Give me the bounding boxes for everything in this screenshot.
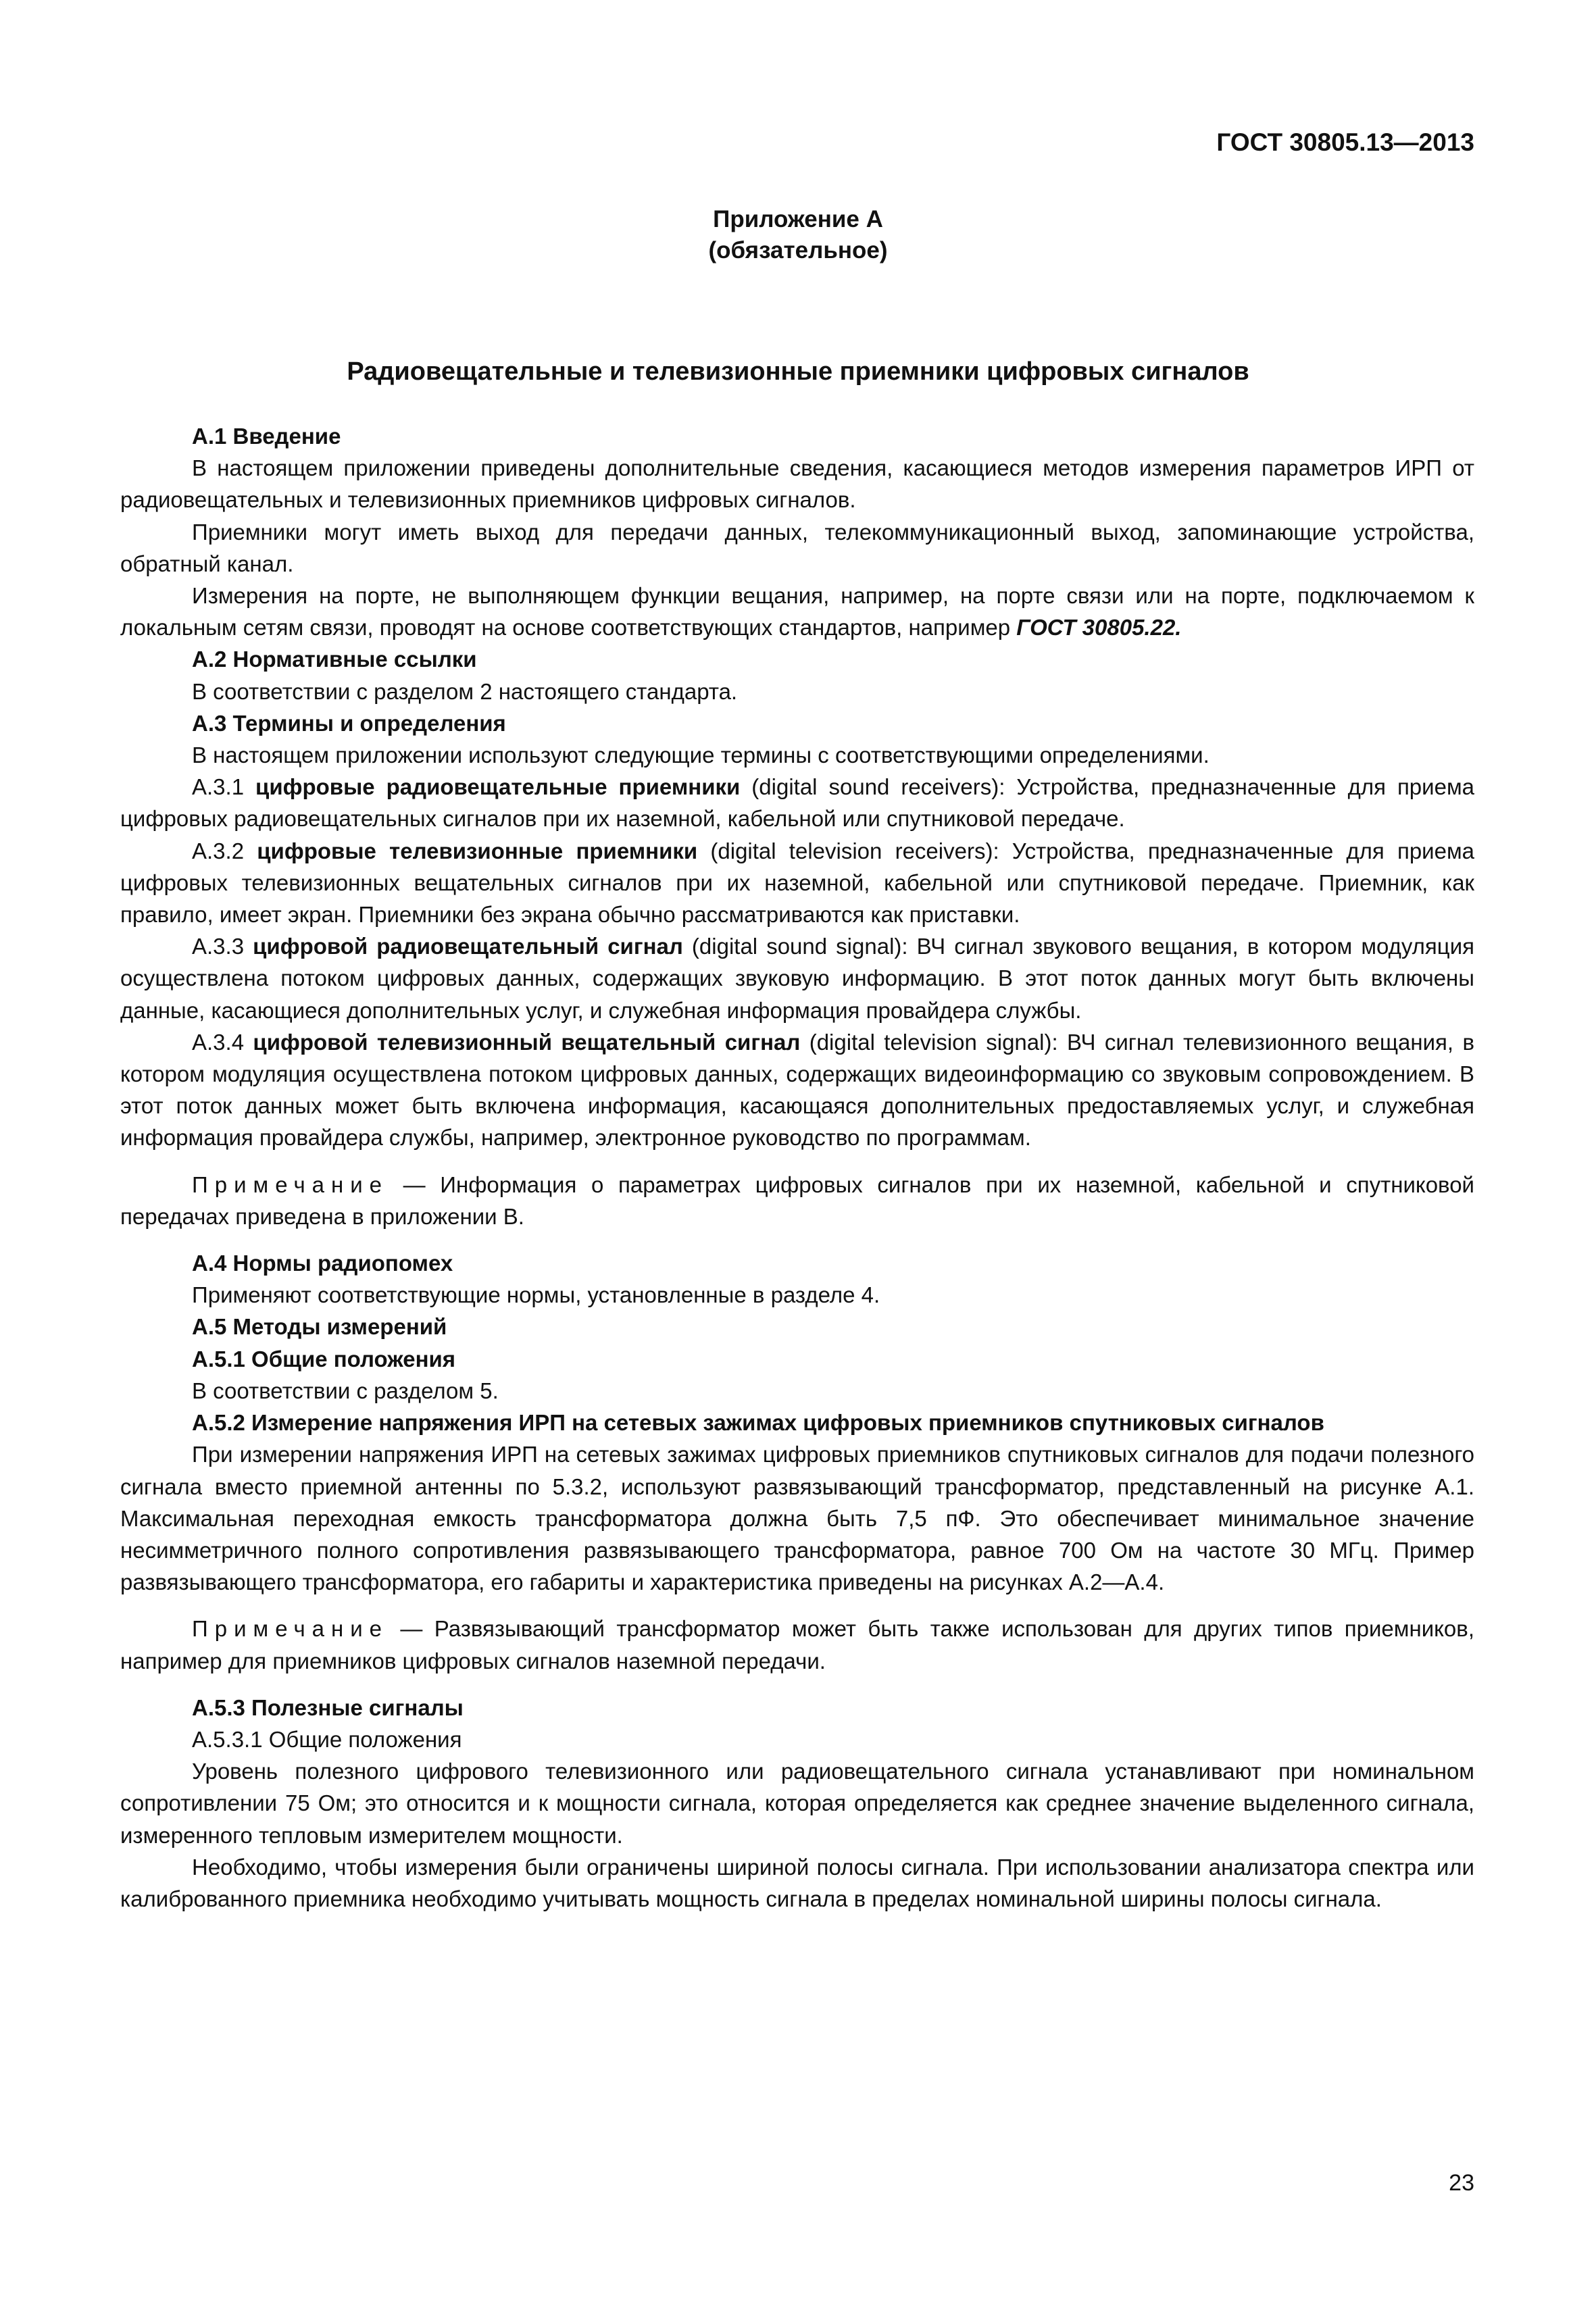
definition-text: (digital television receivers): Устройства, предназначенные для приема цифровых телевизионных вещательных сигналов при их наземной, кабельной или спутниковой передаче. Приемник, как правило, имеет экран. Приемники без экрана обычно рассматриваются как приставки.	[120, 838, 1475, 928]
paragraph: В соответствии с разделом 5.	[192, 1378, 499, 1403]
appendix-title: Приложение А	[713, 206, 883, 232]
note-text: — Информация о параметрах цифровых сигналов при их наземной, кабельной и спутниковой передачах приведена в приложении В.	[120, 1172, 1474, 1229]
heading-a5-2: А.5.2 Измерение напряжения ИРП на сетевых зажимах цифровых приемников спутниковых сигналов	[192, 1410, 1324, 1436]
heading-a5-1: А.5.1 Общие положения	[192, 1346, 456, 1372]
definition-a3-3	[120, 930, 1474, 1026]
heading-a5: А.5 Методы измерений	[192, 1314, 447, 1340]
paragraph	[120, 580, 1474, 643]
definition-term: цифровой радиовещательный сигнал	[253, 934, 683, 959]
standard-code-header: ГОСТ 30805.13—2013	[1216, 128, 1474, 156]
section-title: Радиовещательные и телевизионные приемники цифровых сигналов	[347, 357, 1249, 386]
standard-reference: ГОСТ 30805.22.	[1016, 615, 1182, 640]
paragraph: Приемники могут иметь выход для передачи данных, телекоммуникационный выход, запоминающие устройства, обратный канал.	[120, 519, 1474, 576]
definition-term: цифровые радиовещательные приемники	[255, 774, 741, 800]
definition-a3-4	[120, 1026, 1474, 1154]
page-number: 23	[1449, 2170, 1474, 2196]
paragraph-text: Измерения на порте, не выполняющем функции вещания, например, на порте связи или на порте, подключаемом к локальным сетям связи, проводят на основе соответствующих стандартов, например	[120, 583, 1474, 640]
heading-a4: А.4 Нормы радиопомех	[192, 1251, 453, 1276]
heading-a1: А.1 Введение	[192, 424, 341, 449]
note-text: — Развязывающий трансформатор может быть также использован для других типов приемников, например для приемников цифровых сигналов наземной передачи.	[120, 1616, 1474, 1674]
paragraph: Необходимо, чтобы измерения были ограничены шириной полосы сигнала. При использовании анализатора спектра или калиброванного приемника необходимо учитывать мощность сигнала в пределах номинальной ширины полосы сигнала.	[120, 1854, 1474, 1911]
document-body	[120, 420, 1474, 1915]
appendix-status: (обязательное)	[708, 237, 888, 263]
definition-a3-2	[120, 835, 1474, 931]
paragraph: Уровень полезного цифрового телевизионного или радиовещательного сигнала устанавливают при номинальном сопротивлении 75 Ом; это относится и к мощности сигнала, которая определяется как среднее значение выделенного сигнала, измеренного тепловым измерителем мощности.	[120, 1759, 1474, 1848]
definition-number: А.3.4	[192, 1029, 253, 1055]
definition-text: (digital sound signal): ВЧ сигнал звукового вещания, в котором модуляция осуществлена потоком цифровых данных, содержащих звуковую информацию. В этот поток данных могут быть включены данные, касающиеся дополнительных услуг, и служебная информация провайдера службы.	[120, 934, 1474, 1023]
definition-number: А.3.1	[192, 774, 256, 800]
definition-text: (digital sound receivers): Устройства, предназначенные для приема цифровых радиовещательных сигналов при их наземной, кабельной или спутниковой передаче.	[120, 774, 1474, 832]
heading-a5-3: А.5.3 Полезные сигналы	[192, 1694, 464, 1720]
heading-a3: А.3 Термины и определения	[192, 710, 506, 736]
paragraph: Применяют соответствующие нормы, установленные в разделе 4.	[192, 1282, 880, 1308]
definition-term: цифровой телевизионный вещательный сигнал	[253, 1029, 801, 1055]
note	[120, 1613, 1474, 1676]
definition-number: А.3.2	[192, 838, 257, 863]
definition-number: А.3.3	[192, 934, 253, 959]
note-label: Примечание	[192, 1172, 389, 1197]
heading-a2: А.2 Нормативные ссылки	[192, 647, 477, 672]
definition-term: цифровые телевизионные приемники	[257, 838, 698, 863]
paragraph: В настоящем приложении приведены дополнительные сведения, касающиеся методов измерения параметров ИРП от радиовещательных и телевизионных приемников цифровых сигналов.	[120, 455, 1474, 513]
subheading-a5-3-1: А.5.3.1 Общие положения	[192, 1726, 462, 1752]
paragraph: В настоящем приложении используют следующие термины с соответствующими определениями.	[192, 743, 1210, 768]
paragraph: При измерении напряжения ИРП на сетевых зажимах цифровых приемников спутниковых сигналов для подачи полезного сигнала вместо приемной антенны по 5.3.2, используют развязывающий трансформатор, представленный на рисунке А.1. Максимальная переходная емкость трансформатора должна быть 7,5 пФ. Это обеспечивает минимальное значение несимметричного полного сопротивления развязывающего трансформатора, равное 700 Ом на частоте 30 МГц. Пример развязывающего трансформатора, его габариты и характеристика приведены на рисунках А.2—А.4.	[120, 1442, 1474, 1595]
note	[120, 1169, 1474, 1232]
appendix-heading	[0, 204, 1596, 266]
definition-a3-1	[120, 771, 1474, 834]
note-label: Примечание	[192, 1616, 389, 1642]
definition-text: (digital television signal): ВЧ сигнал телевизионного вещания, в котором модуляция осуществлена потоком цифровых данных, содержащих видеоинформацию со звуковым сопровождением. В этот поток данных может быть включена информация, касающаяся дополнительных предоставляемых услуг, и служебная информация провайдера службы, например, электронное руководство по программам.	[120, 1029, 1474, 1151]
paragraph: В соответствии с разделом 2 настоящего стандарта.	[192, 678, 738, 704]
